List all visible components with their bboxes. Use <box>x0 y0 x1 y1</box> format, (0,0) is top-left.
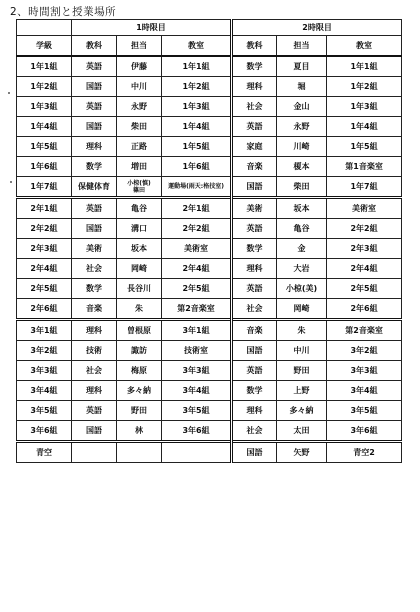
room-cell-p2: 3年3組 <box>327 361 402 381</box>
teacher-cell-p2: 大岩 <box>277 259 327 279</box>
subject-cell-p1: 英語 <box>72 56 117 77</box>
teacher-cell-p2: 朱 <box>277 320 327 341</box>
subject-cell-p2: 理科 <box>232 259 277 279</box>
subject-cell-p2: 社会 <box>232 299 277 320</box>
room-cell-p1: 技術室 <box>162 341 232 361</box>
page-title: 2、時間割と授業場所 <box>10 6 117 18</box>
subject-cell-p1: 英語 <box>72 401 117 421</box>
table-row <box>17 401 402 421</box>
subject-cell-p2: 数学 <box>232 239 277 259</box>
subject-cell-p1: 英語 <box>72 198 117 219</box>
teacher-cell-p1: 中川 <box>117 77 162 97</box>
teacher-cell-p2: 岡崎 <box>277 299 327 320</box>
teacher-cell-p2: 永野 <box>277 117 327 137</box>
subject-cell-p1: 理科 <box>72 137 117 157</box>
teacher-cell-p1: 多々納 <box>117 381 162 401</box>
room-cell-p2: 1年2組 <box>327 77 402 97</box>
room-cell-p1: 3年6組 <box>162 421 232 442</box>
room-cell-p1 <box>162 442 232 463</box>
room-cell-p1: 運動場(雨天:格技室) <box>162 177 232 198</box>
teacher-cell-p2: 矢野 <box>277 442 327 463</box>
subject-column-header-p2: 教科 <box>232 36 277 57</box>
teacher-cell-p1: 曽根原 <box>117 320 162 341</box>
room-cell-p1: 3年1組 <box>162 320 232 341</box>
subject-cell-p2: 国語 <box>232 177 277 198</box>
class-cell: 1年1組 <box>17 56 72 77</box>
teacher-cell-p2: 中川 <box>277 341 327 361</box>
room-cell-p2: 2年2組 <box>327 219 402 239</box>
timetable-body <box>17 56 402 463</box>
room-cell-p2: 第2音楽室 <box>327 320 402 341</box>
subject-cell-p1: 数学 <box>72 279 117 299</box>
class-cell: 2年1組 <box>17 198 72 219</box>
room-cell-p1: 2年4組 <box>162 259 232 279</box>
class-cell: 2年4組 <box>17 259 72 279</box>
subject-cell-p1 <box>72 442 117 463</box>
teacher-column-header-p2: 担当 <box>277 36 327 57</box>
room-cell-p2: 1年5組 <box>327 137 402 157</box>
scan-speck <box>8 92 10 94</box>
table-row <box>17 77 402 97</box>
subject-cell-p1: 国語 <box>72 77 117 97</box>
teacher-cell-p1: 岡崎 <box>117 259 162 279</box>
table-row <box>17 219 402 239</box>
teacher-cell-p1 <box>117 442 162 463</box>
room-cell-p2: 美術室 <box>327 198 402 219</box>
room-cell-p1: 3年3組 <box>162 361 232 381</box>
teacher-column-header-p1: 担当 <box>117 36 162 57</box>
subject-cell-p2: 美術 <box>232 198 277 219</box>
table-row <box>17 177 402 198</box>
table-row <box>17 381 402 401</box>
subject-cell-p2: 英語 <box>232 279 277 299</box>
subject-cell-p1: 理科 <box>72 320 117 341</box>
subject-cell-p1: 保健体育 <box>72 177 117 198</box>
room-cell-p1: 2年2組 <box>162 219 232 239</box>
table-row <box>17 157 402 177</box>
subject-cell-p1: 理科 <box>72 381 117 401</box>
table-row <box>17 97 402 117</box>
class-cell: 1年5組 <box>17 137 72 157</box>
teacher-cell-p1: 林 <box>117 421 162 442</box>
room-cell-p1: 1年6組 <box>162 157 232 177</box>
room-column-header-p2: 教室 <box>327 36 402 57</box>
class-cell: 2年2組 <box>17 219 72 239</box>
table-row <box>17 361 402 381</box>
teacher-cell-p2: 金 <box>277 239 327 259</box>
table-row <box>17 320 402 341</box>
room-cell-p1: 第2音楽室 <box>162 299 232 320</box>
teacher-cell-p2: 小椋(美) <box>277 279 327 299</box>
table-row <box>17 299 402 320</box>
subject-cell-p2: 社会 <box>232 421 277 442</box>
class-cell: 1年4組 <box>17 117 72 137</box>
timetable <box>16 19 402 463</box>
class-cell: 3年2組 <box>17 341 72 361</box>
subject-cell-p1: 音楽 <box>72 299 117 320</box>
teacher-cell-p2: 榎本 <box>277 157 327 177</box>
room-cell-p1: 2年5組 <box>162 279 232 299</box>
subject-cell-p1: 英語 <box>72 97 117 117</box>
room-cell-p2: 1年7組 <box>327 177 402 198</box>
teacher-cell-p2: 野田 <box>277 361 327 381</box>
table-row <box>17 421 402 442</box>
subject-cell-p1: 国語 <box>72 117 117 137</box>
teacher-cell-p2: 川崎 <box>277 137 327 157</box>
subject-cell-p2: 社会 <box>232 97 277 117</box>
room-cell-p2: 3年6組 <box>327 421 402 442</box>
header-row-periods <box>17 20 402 36</box>
room-cell-p1: 1年2組 <box>162 77 232 97</box>
subject-cell-p2: 英語 <box>232 117 277 137</box>
room-cell-p2: 1年4組 <box>327 117 402 137</box>
table-row <box>17 239 402 259</box>
room-cell-p1: 1年5組 <box>162 137 232 157</box>
teacher-cell-p2: 堀 <box>277 77 327 97</box>
subject-cell-p1: 美術 <box>72 239 117 259</box>
class-cell: 2年5組 <box>17 279 72 299</box>
teacher-cell-p1: 増田 <box>117 157 162 177</box>
room-cell-p2: 3年2組 <box>327 341 402 361</box>
subject-cell-p2: 数学 <box>232 381 277 401</box>
subject-cell-p2: 音楽 <box>232 320 277 341</box>
subject-cell-p2: 音楽 <box>232 157 277 177</box>
teacher-cell-p1: 野田 <box>117 401 162 421</box>
room-cell-p2: 2年6組 <box>327 299 402 320</box>
room-cell-p1: 1年1組 <box>162 56 232 77</box>
teacher-cell-p1: 諏訪 <box>117 341 162 361</box>
class-cell: 3年4組 <box>17 381 72 401</box>
teacher-cell-p1: 梅原 <box>117 361 162 381</box>
teacher-cell-p1: 朱 <box>117 299 162 320</box>
room-cell-p2: 2年3組 <box>327 239 402 259</box>
room-cell-p1: 3年5組 <box>162 401 232 421</box>
room-cell-p2: 3年5組 <box>327 401 402 421</box>
subject-cell-p2: 英語 <box>232 361 277 381</box>
room-cell-p1: 3年4組 <box>162 381 232 401</box>
subject-cell-p1: 技術 <box>72 341 117 361</box>
class-cell: 3年1組 <box>17 320 72 341</box>
teacher-cell-p2: 坂本 <box>277 198 327 219</box>
subject-cell-p1: 国語 <box>72 421 117 442</box>
room-cell-p2: 第1音楽室 <box>327 157 402 177</box>
teacher-cell-p1: 坂本 <box>117 239 162 259</box>
subject-cell-p2: 理科 <box>232 401 277 421</box>
room-cell-p1: 1年4組 <box>162 117 232 137</box>
teacher-cell-p2: 上野 <box>277 381 327 401</box>
subject-cell-p1: 社会 <box>72 361 117 381</box>
class-cell: 1年6組 <box>17 157 72 177</box>
table-row <box>17 137 402 157</box>
class-cell: 1年7組 <box>17 177 72 198</box>
table-row <box>17 117 402 137</box>
subject-cell-p2: 英語 <box>232 219 277 239</box>
class-cell: 2年6組 <box>17 299 72 320</box>
header-blank-cell <box>17 20 72 36</box>
teacher-cell-p1: 溝口 <box>117 219 162 239</box>
teacher-cell-p1: 亀谷 <box>117 198 162 219</box>
table-row <box>17 442 402 463</box>
class-cell: 3年3組 <box>17 361 72 381</box>
teacher-cell-p2: 柴田 <box>277 177 327 198</box>
period1-header: 1時限目 <box>72 20 232 36</box>
class-cell: 3年5組 <box>17 401 72 421</box>
subject-cell-p1: 数学 <box>72 157 117 177</box>
table-row <box>17 56 402 77</box>
teacher-cell-p1: 伊藤 <box>117 56 162 77</box>
class-cell: 1年3組 <box>17 97 72 117</box>
subject-cell-p2: 家庭 <box>232 137 277 157</box>
teacher-cell-p2: 夏目 <box>277 56 327 77</box>
class-cell: 1年2組 <box>17 77 72 97</box>
table-row <box>17 198 402 219</box>
table-row <box>17 341 402 361</box>
room-cell-p2: 3年4組 <box>327 381 402 401</box>
class-cell: 青空 <box>17 442 72 463</box>
room-cell-p2: 1年3組 <box>327 97 402 117</box>
subject-cell-p2: 国語 <box>232 341 277 361</box>
subject-column-header-p1: 教科 <box>72 36 117 57</box>
room-column-header-p1: 教室 <box>162 36 232 57</box>
subject-cell-p1: 国語 <box>72 219 117 239</box>
room-cell-p2: 1年1組 <box>327 56 402 77</box>
room-cell-p1: 美術室 <box>162 239 232 259</box>
teacher-cell-p1: 小椋(慎) 篠田 <box>117 177 162 198</box>
teacher-cell-p1: 長谷川 <box>117 279 162 299</box>
subject-cell-p2: 理科 <box>232 77 277 97</box>
header-row-columns <box>17 36 402 57</box>
class-column-header: 学級 <box>17 36 72 57</box>
class-cell: 2年3組 <box>17 239 72 259</box>
teacher-cell-p2: 亀谷 <box>277 219 327 239</box>
subject-cell-p1: 社会 <box>72 259 117 279</box>
teacher-cell-p2: 多々納 <box>277 401 327 421</box>
table-row <box>17 279 402 299</box>
teacher-cell-p2: 金山 <box>277 97 327 117</box>
teacher-cell-p1: 永野 <box>117 97 162 117</box>
teacher-cell-p1: 正路 <box>117 137 162 157</box>
room-cell-p1: 2年1組 <box>162 198 232 219</box>
scan-speck <box>10 181 12 183</box>
subject-cell-p2: 数学 <box>232 56 277 77</box>
teacher-cell-p2: 太田 <box>277 421 327 442</box>
subject-cell-p2: 国語 <box>232 442 277 463</box>
table-row <box>17 259 402 279</box>
room-cell-p2: 2年4組 <box>327 259 402 279</box>
room-cell-p2: 2年5組 <box>327 279 402 299</box>
class-cell: 3年6組 <box>17 421 72 442</box>
period2-header: 2時限目 <box>232 20 402 36</box>
room-cell-p2: 青空2 <box>327 442 402 463</box>
room-cell-p1: 1年3組 <box>162 97 232 117</box>
teacher-cell-p1: 柴田 <box>117 117 162 137</box>
